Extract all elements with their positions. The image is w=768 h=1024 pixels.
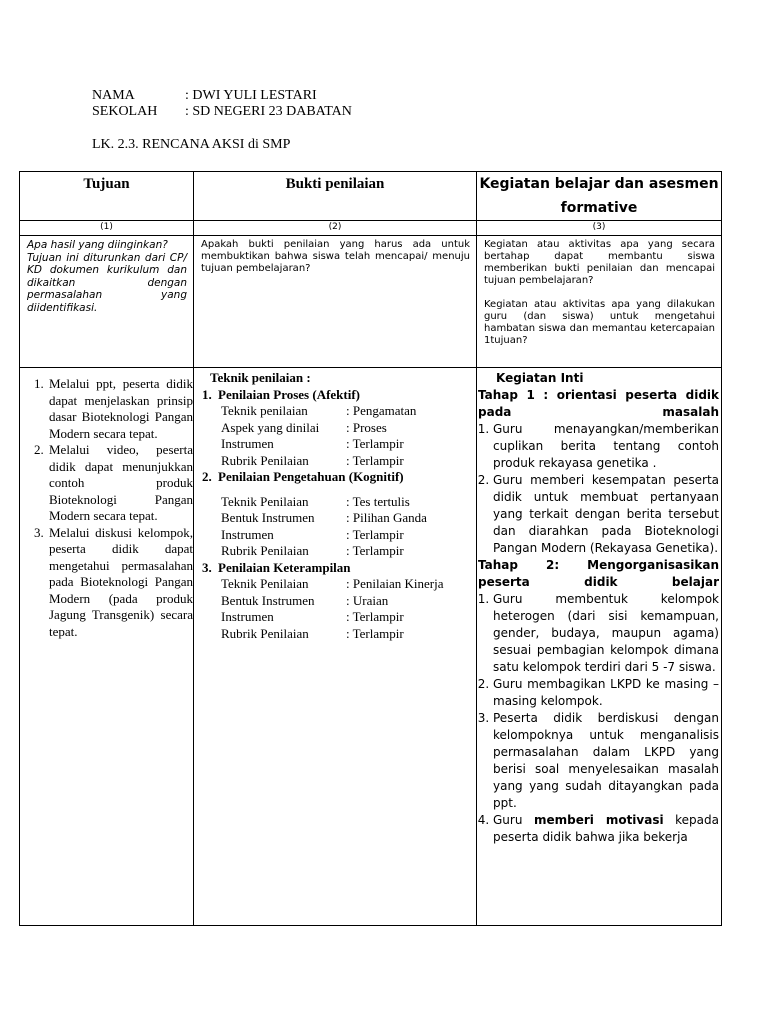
col-number-1: (1)	[20, 221, 194, 236]
assessment-row: Instrumen : Terlampir	[221, 436, 404, 451]
col-header-tujuan: Tujuan	[20, 172, 194, 221]
content-row	[20, 368, 722, 926]
stage2-list	[478, 591, 719, 846]
assessment-row: Aspek yang dinilai : Proses	[221, 419, 387, 435]
col-number-2: (2)	[194, 221, 477, 236]
question-text: Apa hasil yang diinginkan?	[27, 239, 168, 251]
table-number-row	[20, 221, 722, 236]
section-heading: 3. Penilaian Keterampilan	[202, 559, 351, 575]
question-text: Kegiatan atau aktivitas apa yang secara bertahap dapat membantu siswa memberikan bukti penilaian dan mencapai tujuan pembelajaran?	[484, 239, 715, 286]
col-number-3: (3)	[477, 221, 722, 236]
section-heading: 1. Penilaian Proses (Afektif)	[202, 386, 361, 402]
question-text: Kegiatan atau aktivitas apa yang dilakukan guru (dan siswa) untuk mengetahui hambatan siswa dan memantau ketercapaian 1tujuan?	[484, 299, 715, 346]
stage1-list	[478, 421, 719, 557]
assessment-row: Instrumen : Terlampir	[221, 609, 404, 624]
assessment-row: Teknik Penilaian : Tes tertulis	[221, 493, 410, 509]
sekolah-label: SEKOLAH	[92, 104, 158, 119]
bukti-title: Teknik penilaian :	[210, 370, 311, 385]
list-item: 2. Guru membagikan LKPD ke masing – masing kelompok.	[493, 676, 719, 710]
col-header-bukti: Bukti penilaian	[194, 172, 477, 221]
kegiatan-title: Kegiatan Inti	[496, 371, 584, 385]
kegiatan-cell	[477, 368, 722, 926]
table-header-row	[20, 172, 722, 221]
assessment-row: Teknik penilaian : Pengamatan	[221, 403, 417, 418]
sekolah-value: : SD NEGERI 23 DABATAN	[185, 104, 352, 119]
nama-value: : DWI YULI LESTARI	[185, 88, 317, 103]
assessment-row: Rubrik Penilaian : Terlampir	[221, 625, 404, 641]
assessment-row: Rubrik Penilaian : Terlampir	[221, 452, 404, 468]
assessment-row: Bentuk Instrumen : Pilihan Ganda	[221, 510, 427, 525]
nama-label: NAMA	[92, 88, 135, 103]
list-item: 1. Guru menayangkan/memberikan cuplikan berita tentang contoh produk rekayasa genetika .	[493, 421, 719, 472]
bukti-cell	[194, 368, 477, 926]
section-heading: 2. Penilaian Pengetahuan (Kognitif)	[202, 469, 404, 484]
question-text: Apakah bukti penilaian yang harus ada untuk membuktikan bahwa siswa telah mencapai/ menuju tujuan pembelajaran?	[201, 239, 470, 274]
guiding-question-row	[20, 236, 722, 368]
guiding-question-bukti	[194, 236, 477, 368]
tujuan-cell	[20, 368, 194, 926]
list-item: 3. Melalui diskusi kelompok, peserta didik dapat mengetahui permasalahan pada Bioteknologi Pangan Modern (pada produk Jagung Transgenik) secara tepat.	[47, 525, 193, 641]
sekolah-line	[92, 104, 352, 120]
assessment-row: Bentuk Instrumen : Uraian	[221, 592, 389, 608]
guiding-question-kegiatan	[477, 236, 722, 368]
assessment-row: Instrumen : Terlampir	[221, 526, 404, 542]
question-text: Tujuan ini diturunkan dari CP/ KD dokumen kurikulum dan dikaitkan dengan permasalahan yang diidentifikasi.	[27, 251, 187, 314]
assessment-row: Rubrik Penilaian : Terlampir	[221, 543, 404, 558]
nama-line	[92, 88, 317, 104]
tujuan-list	[20, 376, 193, 640]
list-item: 2. Guru memberi kesempatan peserta didik untuk membuat pertanyaan yang terkait dengan berita tersebut dan diarahkan pada Bioteknologi Pangan Modern (Rekayasa Genetika).	[493, 472, 719, 557]
list-item: 1. Guru membentuk kelompok heterogen (dari sisi kemampuan, gender, budaya, maupun agama) sesuai pembagian kelompok dimana satu kelompok terdiri dari 5 -7 siswa.	[493, 591, 719, 676]
action-plan-table	[19, 171, 722, 926]
stage-heading: Tahap 2: Mengorganisasikan peserta didik belajar	[478, 558, 719, 589]
list-item: 2. Melalui video, peserta didik dapat menunjukkan contoh produk Bioteknologi Pangan Modern secara tepat.	[47, 442, 193, 525]
list-item: 3. Peserta didik berdiskusi dengan kelompoknya untuk menganalisis permasalahan dalam LKPD yang berisi soal menyelesaikan masalah yang yang sudah ditayangkan pada ppt.	[493, 710, 719, 812]
assessment-row: Teknik Penilaian : Penilaian Kinerja	[221, 576, 444, 591]
document-title: LK. 2.3. RENCANA AKSI di SMP	[92, 137, 291, 152]
col-header-kegiatan: Kegiatan belajar dan asesmen formative	[477, 172, 722, 221]
list-item: 4. Guru memberi motivasi kepada peserta didik bahwa jika bekerja	[493, 812, 719, 846]
stage-heading: Tahap 1 : orientasi peserta didik pada masalah	[478, 388, 719, 419]
list-item: 1. Melalui ppt, peserta didik dapat menjelaskan prinsip dasar Bioteknologi Pangan Modern secara tepat.	[47, 376, 193, 442]
guiding-question-tujuan	[20, 236, 194, 368]
